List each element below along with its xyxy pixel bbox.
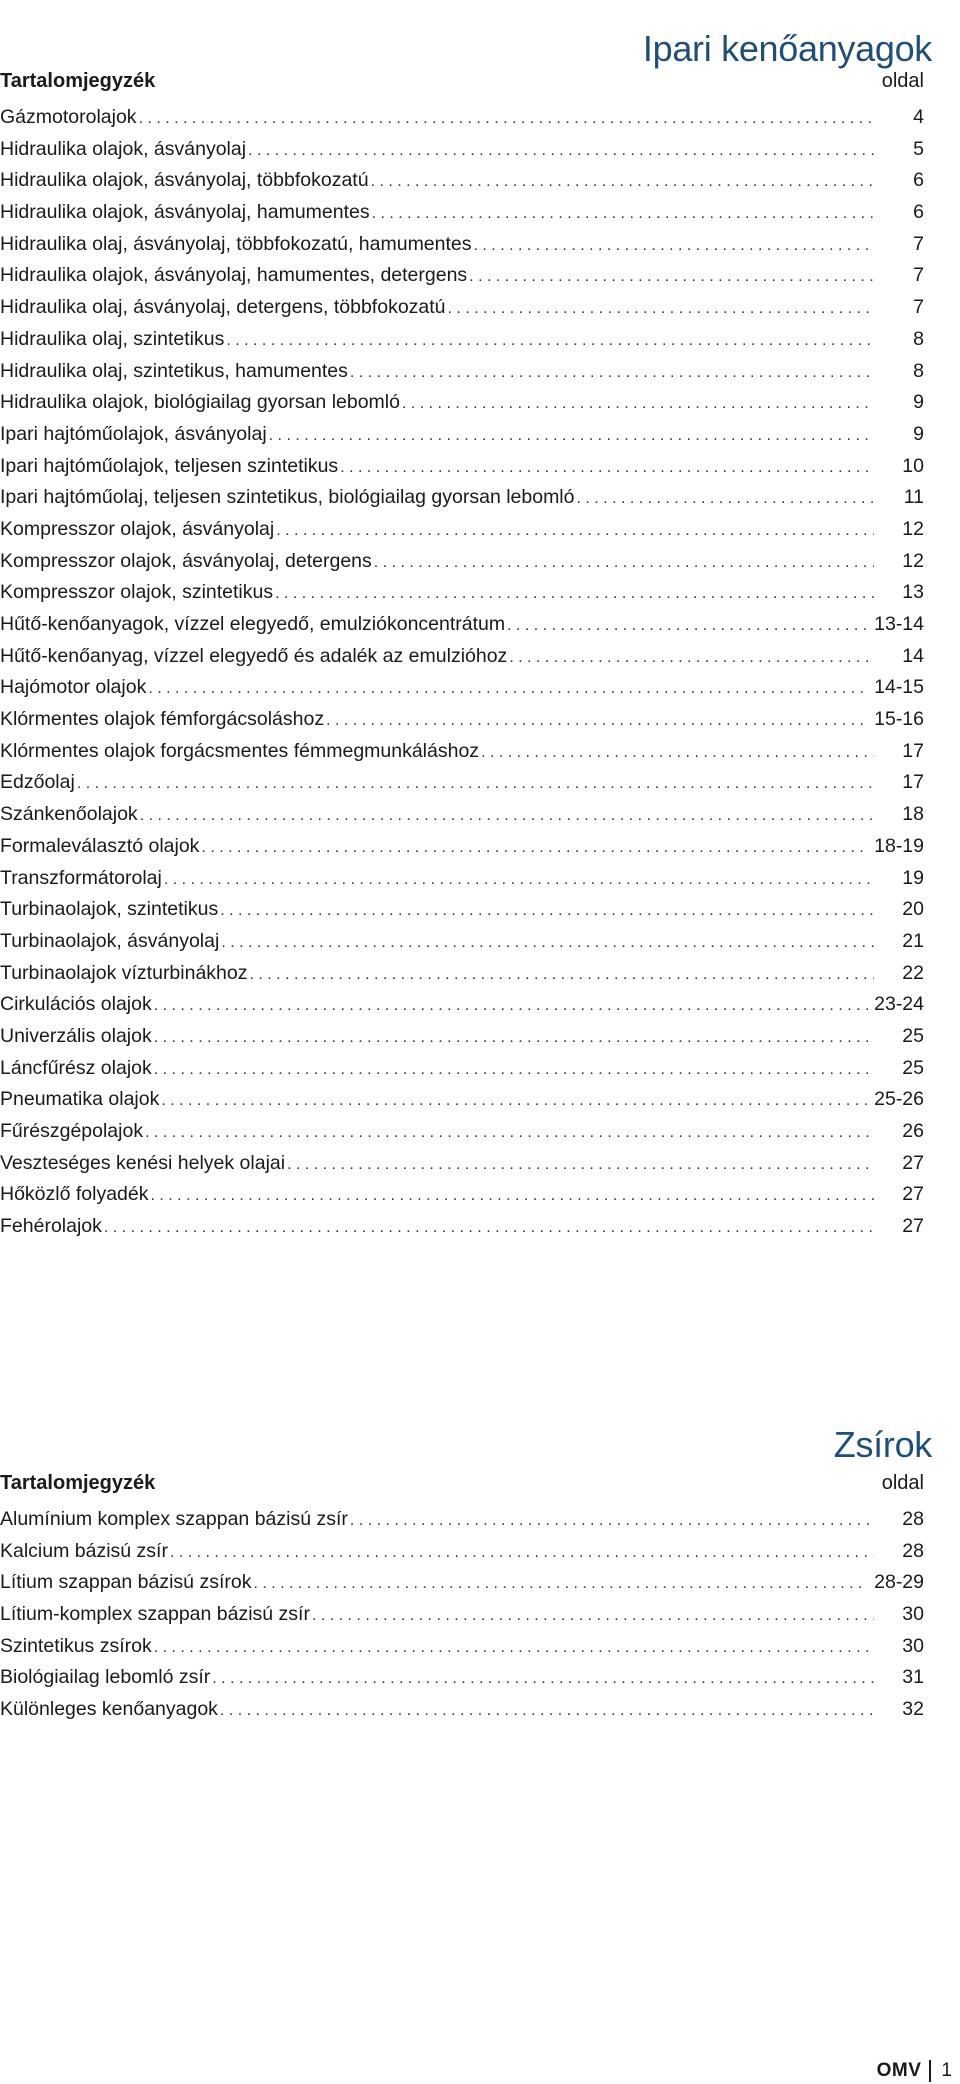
toc-entry-label: Kompresszor olajok, szintetikus (0, 581, 274, 604)
dot-leader (374, 554, 874, 572)
toc-entry (0, 1215, 924, 1247)
toc-entry-page: 20 (902, 898, 924, 921)
dot-leader (253, 1575, 868, 1593)
toc-entry-page: 25-26 (874, 1088, 924, 1111)
toc-entry-label: Pneumatika olajok (0, 1088, 160, 1111)
toc-entry-page: 8 (913, 359, 924, 382)
toc-entry-label: Lítium-komplex szappan bázisú zsír (0, 1603, 310, 1626)
toc-header-page-label: oldal (881, 1472, 924, 1494)
dot-leader (402, 395, 874, 413)
toc-entry (0, 1698, 924, 1730)
toc-entry-page: 18 (902, 803, 924, 826)
page-number: 1 (941, 2060, 952, 2081)
toc-entries (0, 1508, 924, 1730)
toc-entry-label: Fűrészgépolajok (0, 1120, 144, 1142)
dot-leader (269, 427, 874, 445)
toc-entry-label: Univerzális olajok (0, 1024, 152, 1047)
toc-entry-label: Hidraulika olajok, ásványolaj (0, 137, 247, 160)
dot-leader (77, 775, 874, 793)
toc-entry-label: Hidraulika olaj, ásványolaj, többfokozatú, hamumentes (0, 232, 472, 255)
toc-entry (0, 106, 924, 138)
toc-entry-label: Turbinaolajok vízturbinákhoz (0, 961, 248, 984)
toc-entry (0, 264, 924, 296)
dot-leader (371, 173, 874, 191)
toc-entry-label: Fehérolajok (0, 1215, 102, 1238)
dot-leader (350, 364, 874, 382)
toc-entry-page: 18-19 (874, 834, 924, 857)
toc-entry-page: 17 (902, 771, 924, 794)
toc-entry (0, 993, 924, 1025)
toc-entry-page: 30 (902, 1603, 924, 1626)
toc-entry-label: Hidraulika olajok, ásványolaj, hamumentes (0, 201, 370, 224)
dot-leader (140, 807, 874, 825)
dot-leader (250, 966, 875, 984)
toc-entry-page: 4 (913, 106, 924, 128)
toc-entry (0, 201, 924, 233)
toc-entry-label: Cirkulációs olajok (0, 993, 152, 1016)
brand-logo: OMV (876, 2060, 922, 2081)
toc-entry (0, 1183, 924, 1215)
toc-entry (0, 1666, 924, 1698)
toc-entry-page: 32 (902, 1698, 924, 1721)
toc-entry (0, 1540, 924, 1572)
toc-entry-label: Hidraulika olajok, biológiailag gyorsan lebomló (0, 391, 400, 414)
toc-entry-page: 28 (902, 1539, 924, 1562)
toc-entry (0, 930, 924, 962)
toc-entry-page: 25 (902, 1024, 924, 1047)
footer-divider (929, 2060, 931, 2082)
toc-entry (0, 708, 924, 740)
toc-entry-label: Turbinaolajok, szintetikus (0, 898, 219, 921)
toc-entry (0, 169, 924, 201)
toc-entry-label: Transzformátorolaj (0, 866, 162, 889)
dot-leader (154, 997, 868, 1015)
section-title-greases: Zsírok (833, 1424, 932, 1466)
dot-leader (220, 902, 874, 920)
toc-entry (0, 803, 924, 835)
toc-entry-label: Formaleválasztó olajok (0, 834, 200, 857)
dot-leader (220, 1702, 874, 1720)
toc-entry (0, 1025, 924, 1057)
dot-leader (161, 1092, 868, 1110)
toc-entry-label: Láncfűrész olajok (0, 1056, 152, 1079)
toc-entry (0, 550, 924, 582)
toc-entry-label: Hidraulika olaj, szintetikus (0, 327, 225, 350)
dot-leader (481, 744, 874, 762)
toc-entry-label: Kompresszor olajok, ásványolaj, detergens (0, 549, 372, 572)
toc-entry-label: Szintetikus zsírok (0, 1634, 152, 1657)
dot-leader (275, 585, 874, 603)
dot-leader (221, 934, 874, 952)
toc-entry-page: 27 (902, 1151, 924, 1174)
toc-industrial-lubricants (0, 70, 924, 1247)
toc-entry-label: Hűtő-kenőanyagok, vízzel elegyedő, emulziókoncentrátum (0, 613, 506, 635)
toc-entry-page: 7 (913, 232, 924, 255)
dot-leader (577, 490, 875, 508)
toc-entry (0, 1508, 924, 1540)
toc-entry (0, 1120, 924, 1152)
toc-entry (0, 1571, 924, 1603)
dot-leader (287, 1156, 874, 1174)
toc-entry (0, 898, 924, 930)
toc-entry (0, 423, 924, 455)
toc-entry-label: Különleges kenőanyagok (0, 1698, 218, 1721)
dot-leader (201, 839, 868, 857)
toc-entry-label: Ipari hajtóműolajok, ásványolaj (0, 422, 267, 445)
toc-entry (0, 138, 924, 170)
dot-leader (154, 1061, 874, 1079)
toc-header-page-label: oldal (881, 70, 924, 92)
toc-header-label: Tartalomjegyzék (0, 70, 156, 92)
dot-leader (226, 332, 874, 350)
toc-entry-page: 9 (913, 391, 924, 414)
toc-greases (0, 1472, 924, 1730)
dot-leader (469, 268, 874, 286)
toc-entry-page: 7 (913, 296, 924, 319)
dot-leader (164, 871, 874, 889)
dot-leader (104, 1219, 874, 1237)
toc-entry-page: 12 (902, 517, 924, 540)
toc-entry-page: 15-16 (874, 708, 924, 731)
toc-entry-page: 7 (913, 264, 924, 287)
toc-entry-label: Klórmentes olajok forgácsmentes fémmegmunkáláshoz (0, 739, 480, 762)
toc-entry-label: Hidraulika olaj, szintetikus, hamumentes (0, 359, 348, 382)
toc-entry (0, 740, 924, 772)
toc-entry-page: 6 (913, 201, 924, 224)
dot-leader (507, 617, 868, 635)
toc-entry (0, 233, 924, 265)
toc-entry-page: 25 (902, 1056, 924, 1079)
toc-entry-label: Edzőolaj (0, 771, 75, 794)
dot-leader (154, 1029, 874, 1047)
toc-entry-page: 28-29 (874, 1571, 924, 1594)
dot-leader (276, 522, 874, 540)
toc-entry (0, 391, 924, 423)
toc-entry (0, 645, 924, 677)
toc-entry-page: 22 (902, 961, 924, 984)
toc-entry-label: Klórmentes olajok fémforgácsoláshoz (0, 708, 325, 731)
toc-entry-label: Hidraulika olaj, ásványolaj, detergens, többfokozatú (0, 296, 446, 319)
dot-leader (248, 142, 874, 160)
dot-leader (350, 1512, 874, 1530)
toc-entry (0, 296, 924, 328)
toc-entry-page: 21 (902, 929, 924, 952)
section-title-industrial-lubricants: Ipari kenőanyagok (642, 28, 932, 70)
dot-leader (448, 300, 874, 318)
toc-entry-page: 6 (913, 169, 924, 192)
toc-entry-page: 26 (902, 1120, 924, 1142)
toc-header (0, 1472, 924, 1508)
dot-leader (326, 712, 868, 730)
dot-leader (340, 459, 874, 477)
toc-entry-label: Hidraulika olajok, ásványolaj, hamumentes, detergens (0, 264, 468, 287)
toc-entry-page: 9 (913, 422, 924, 445)
toc-entry-label: Hűtő-kenőanyag, vízzel elegyedő és adalék az emulzióhoz (0, 644, 508, 667)
toc-entry (0, 486, 924, 518)
toc-header (0, 70, 924, 106)
toc-entry-page: 28 (902, 1508, 924, 1530)
dot-leader (148, 680, 868, 698)
toc-entry (0, 518, 924, 550)
toc-entry (0, 676, 924, 708)
toc-entry-page: 27 (902, 1215, 924, 1238)
toc-entry-page: 19 (902, 866, 924, 889)
toc-entry (0, 455, 924, 487)
toc-entry-label: Gázmotorolajok (0, 106, 137, 128)
toc-entry-page: 11 (903, 486, 924, 509)
toc-entry (0, 835, 924, 867)
toc-entry-page: 10 (902, 454, 924, 477)
dot-leader (145, 1124, 874, 1142)
toc-entry (0, 1088, 924, 1120)
toc-entry (0, 581, 924, 613)
toc-entry-label: Hajómotor olajok (0, 676, 147, 699)
toc-entry (0, 1603, 924, 1635)
toc-entry-label: Lítium szappan bázisú zsírok (0, 1571, 252, 1594)
toc-entries (0, 106, 924, 1247)
toc-entry-page: 17 (902, 739, 924, 762)
dot-leader (474, 237, 874, 255)
toc-entry-page: 5 (913, 137, 924, 160)
dot-leader (509, 649, 874, 667)
toc-entry-page: 8 (913, 327, 924, 350)
toc-entry-page: 31 (902, 1666, 924, 1689)
dot-leader (212, 1670, 874, 1688)
toc-entry-label: Hidraulika olajok, ásványolaj, többfokozatú (0, 169, 369, 192)
toc-entry-label: Alumínium komplex szappan bázisú zsír (0, 1508, 348, 1530)
toc-entry (0, 1152, 924, 1184)
toc-entry-page: 12 (902, 549, 924, 572)
toc-entry-label: Ipari hajtóműolajok, teljesen szintetikus (0, 454, 339, 477)
toc-entry-label: Veszteséges kenési helyek olajai (0, 1151, 286, 1174)
toc-entry-page: 23-24 (874, 993, 924, 1016)
toc-entry-label: Biológiailag lebomló zsír (0, 1666, 211, 1689)
toc-entry (0, 771, 924, 803)
toc-header-label: Tartalomjegyzék (0, 1472, 156, 1494)
dot-leader (139, 110, 874, 128)
page-footer (877, 2058, 960, 2084)
toc-entry-label: Kalcium bázisú zsír (0, 1539, 168, 1562)
dot-leader (312, 1607, 874, 1625)
toc-entry-page: 27 (902, 1183, 924, 1206)
toc-entry-label: Ipari hajtóműolaj, teljesen szintetikus, biológiailag gyorsan lebomló (0, 486, 575, 509)
dot-leader (372, 205, 874, 223)
dot-leader (170, 1544, 874, 1562)
toc-entry-page: 14 (902, 644, 924, 667)
dot-leader (151, 1187, 875, 1205)
dot-leader (154, 1639, 874, 1657)
toc-entry-label: Szánkenőolajok (0, 803, 138, 826)
toc-entry-label: Kompresszor olajok, ásványolaj (0, 517, 275, 540)
toc-entry-label: Turbinaolajok, ásványolaj (0, 929, 220, 952)
toc-entry (0, 1635, 924, 1667)
toc-entry (0, 360, 924, 392)
toc-entry-page: 13-14 (874, 613, 924, 635)
toc-entry-page: 14-15 (874, 676, 924, 699)
toc-entry-label: Hőközlő folyadék (0, 1183, 149, 1206)
toc-entry (0, 328, 924, 360)
toc-entry (0, 1057, 924, 1089)
toc-entry-page: 13 (902, 581, 924, 604)
toc-entry (0, 867, 924, 899)
toc-entry-page: 30 (902, 1634, 924, 1657)
toc-entry (0, 962, 924, 994)
toc-entry (0, 613, 924, 645)
